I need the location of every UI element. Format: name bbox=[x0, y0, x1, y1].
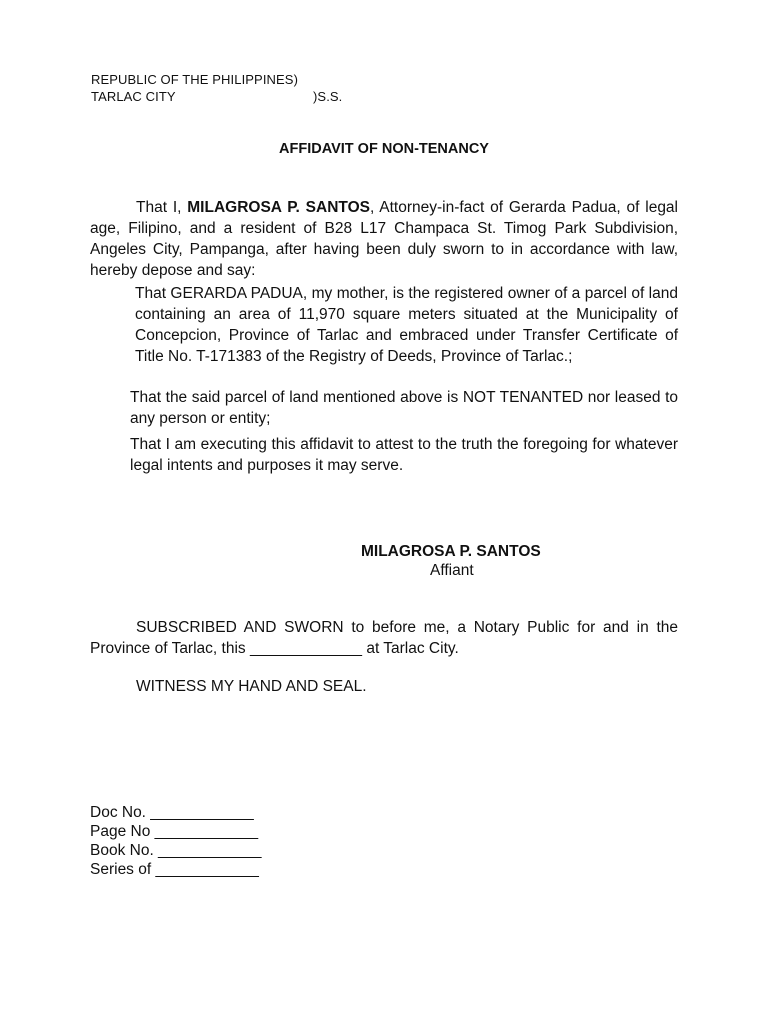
statement-ownership: That GERARDA PADUA, my mother, is the registered owner of a parcel of land containing an area of 11,970 square meters situated at the Municipality of Concepcion, Province of Tarlac and embraced under Transfer Certificate of Title No. T-171383 of the Registry of Deeds, Province of Tarlac.; bbox=[135, 285, 678, 365]
venue-ss: )S.S. bbox=[313, 89, 343, 104]
series-line: Series of ____________ bbox=[90, 861, 259, 878]
venue-line-1: REPUBLIC OF THE PHILIPPINES) bbox=[91, 72, 298, 87]
doc-no-line: Doc No. ____________ bbox=[90, 804, 254, 821]
intro-paragraph bbox=[90, 197, 678, 281]
affiant-name-inline: MILAGROSA P. SANTOS bbox=[187, 199, 370, 216]
book-no-line: Book No. ____________ bbox=[90, 842, 262, 859]
intro-prefix: That I, bbox=[136, 199, 188, 216]
document-title: AFFIDAVIT OF NON-TENANCY bbox=[279, 141, 489, 157]
jurat-paragraph: SUBSCRIBED AND SWORN to before me, a Notary Public for and in the Province of Tarlac, this _____________ at Tarlac City. bbox=[90, 619, 678, 657]
affiant-signature-name: MILAGROSA P. SANTOS bbox=[361, 543, 541, 560]
witness-line: WITNESS MY HAND AND SEAL. bbox=[136, 678, 367, 695]
statement-not-tenanted: That the said parcel of land mentioned above is NOT TENANTED nor leased to any person or entity; bbox=[130, 389, 678, 427]
affiant-label: Affiant bbox=[430, 562, 474, 579]
venue-city: TARLAC CITY bbox=[91, 89, 176, 104]
statement-purpose: That I am executing this affidavit to attest to the truth the foregoing for whatever legal intents and purposes it may serve. bbox=[130, 436, 678, 474]
page-no-line: Page No ____________ bbox=[90, 823, 259, 840]
intro-rest: , Attorney-in-fact of Gerarda Padua, of legal age, Filipino, and a resident of B28 L17 Champaca St. Timog Park Subdivision, Angeles City, Pampanga, after having been duly sworn to in accordance with law, hereby depose and say: bbox=[90, 199, 679, 279]
